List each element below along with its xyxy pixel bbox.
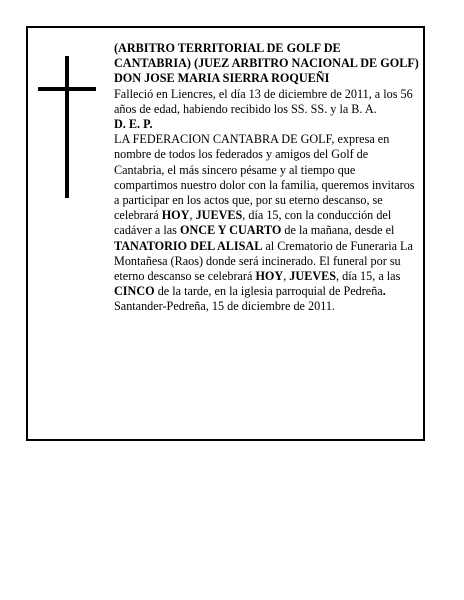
cross-icon bbox=[38, 56, 96, 198]
body-text-6: , bbox=[283, 269, 290, 284]
notice-body bbox=[114, 132, 419, 299]
body-emphasis-period: . bbox=[382, 284, 386, 299]
body-emphasis-location: TANATORIO DEL ALISAL bbox=[114, 238, 263, 253]
death-statement: Falleció en Liencres, el día 13 de diciembre de 2011, a los 56 años de edad, habiendo recibido los SS. SS. y la B. A. bbox=[114, 86, 413, 116]
body-text-5: al Crematorio de Funeraria La Montañesa (Raos) donde será incinerado. El funeral por su eterno descanso se celebrará bbox=[114, 238, 413, 284]
body-text-1: LA FEDERACION CANTABRA DE GOLF, expresa en nombre de todos los federados y amigos del Golf de Cantabria, el más sincero pésame y al tiempo que compartimos nuestro dolor con la familia, queremos invitaros a participar en los actos que, por su eterno descanso, se celebrará bbox=[114, 132, 415, 223]
rip-abbreviation: D. E. P. bbox=[114, 117, 153, 132]
body-emphasis-time-1: ONCE Y CUARTO bbox=[179, 223, 282, 238]
notice-text bbox=[114, 41, 419, 315]
title-positions: (ARBITRO TERRITORIAL DE GOLF DE CANTABRIA) (JUEZ ARBITRO NACIONAL DE GOLF) bbox=[114, 41, 419, 71]
body-text-8: de la tarde, en la iglesia parroquial de Pedreña bbox=[154, 284, 383, 299]
body-text-7: , día 15, a las bbox=[336, 269, 401, 284]
body-emphasis-time-2: CINCO bbox=[114, 284, 155, 299]
deceased-name: DON JOSE MARIA SIERRA ROQUEÑI bbox=[114, 71, 330, 86]
body-text-4: de la mañana, desde el bbox=[281, 223, 395, 238]
place-date: Santander-Pedreña, 15 de diciembre de 2011. bbox=[114, 299, 335, 314]
cross-vertical-bar bbox=[65, 56, 69, 198]
cross-horizontal-bar bbox=[38, 87, 96, 91]
body-emphasis-hoy-2: HOY bbox=[255, 269, 284, 284]
body-emphasis-jueves-2: JUEVES bbox=[289, 269, 337, 284]
body-emphasis-jueves-1: JUEVES bbox=[195, 208, 243, 223]
body-text-3: , día 15, con la conducción del cadáver a las bbox=[114, 208, 392, 238]
obituary-notice bbox=[26, 26, 425, 441]
body-text-2: , bbox=[189, 208, 196, 223]
body-emphasis-hoy-1: HOY bbox=[161, 208, 190, 223]
